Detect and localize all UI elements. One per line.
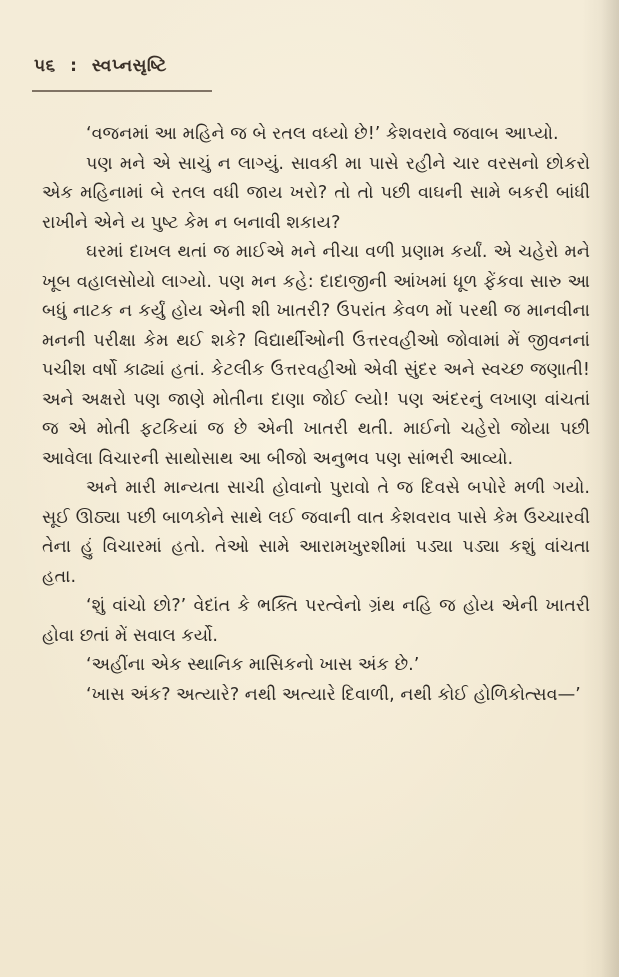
running-header bbox=[34, 56, 167, 76]
header-underline bbox=[32, 90, 212, 92]
paragraph: ઘરમાં દાખલ થતાં જ માઈએ મને નીચા વળી પ્રણામ કર્યાં. એ ચહેરો મને ખૂબ વહાલસોયો લાગ્યો. પણ મન કહે: દાદાજીની આંખમાં ધૂળ ફેંકવા સારુ આ બધું નાટક ન કર્યું હોય એની શી ખાતરી? ઉપરાંત કેવળ મોં પરથી જ માનવીના મનની પરીક્ષા કેમ થઈ શકે? વિદ્યાર્થીઓની ઉત્તરવહીઓ જોવામાં મેં જીવનનાં પચીશ વર્ષો કાઢ્યાં હતાં. કેટલીક ઉત્તરવહીઓ એવી સુંદર અને સ્વચ્છ જણાતી! અને અક્ષરો પણ જાણે મોતીના દાણા જોઈ લ્યો! પણ અંદરનું લખાણ વાંચતાં જ એ મોતી ફટકિયાં જ છે એની ખાતરી થતી. માઈનો ચહેરો જોયા પછી આવેલા વિચારની સાથોસાથ આ બીજો અનુભવ પણ સાંભરી આવ્યો. bbox=[42, 242, 590, 469]
paragraph: અને મારી માન્યતા સાચી હોવાનો પુરાવો તે જ દિવસે બપોરે મળી ગયો. સૂઈ ઊઠ્યા પછી બાળકોને સાથે લઈ જવાની વાત કેશવરાવ પાસે કેમ ઉચ્ચારવી તેના હું વિચારમાં હતો. તેઓ સામે આરામખુરશીમાં પડ્યા પડ્યા કશું વાંચતા હતા. bbox=[42, 478, 590, 587]
paragraph: ‘વજનમાં આ મહિને જ બે રતલ વધ્યો છે!’ કેશવરાવે જવાબ આપ્યો. bbox=[86, 124, 559, 144]
chapter-title: સ્વપ્નસૃષ્ટિ bbox=[91, 56, 167, 76]
body-text bbox=[42, 120, 590, 710]
paragraph: ‘ખાસ અંક? અત્યારે? નથી અત્યારે દિવાળી, નથી કોઈ હોળિકોત્સવ—’ bbox=[86, 684, 581, 705]
header-separator: : bbox=[70, 56, 78, 76]
paragraph: ‘અહીંના એક સ્થાનિક માસિકનો ખાસ અંક છે.’ bbox=[86, 655, 420, 675]
page-number: ૫૬ bbox=[34, 56, 56, 76]
paragraph: પણ મને એ સાચું ન લાગ્યું. સાવકી મા પાસે રહીને ચાર વરસનો છોકરો એક મહિનામાં બે રતલ વધી જાય ખરો? તો તો પછી વાઘની સામે બકરી બાંધી રાખીને એને ય પુષ્ટ કેમ ન બનાવી શકાય? bbox=[42, 153, 590, 233]
paragraph: ‘શું વાંચો છો?’ વેદાંત કે ભક્તિ પરત્વેનો ગ્રંથ નહિ જ હોય એની ખાતરી હોવા છતાં મેં સવાલ કર્યો. bbox=[42, 596, 590, 646]
page-edge-shadow bbox=[601, 0, 619, 977]
